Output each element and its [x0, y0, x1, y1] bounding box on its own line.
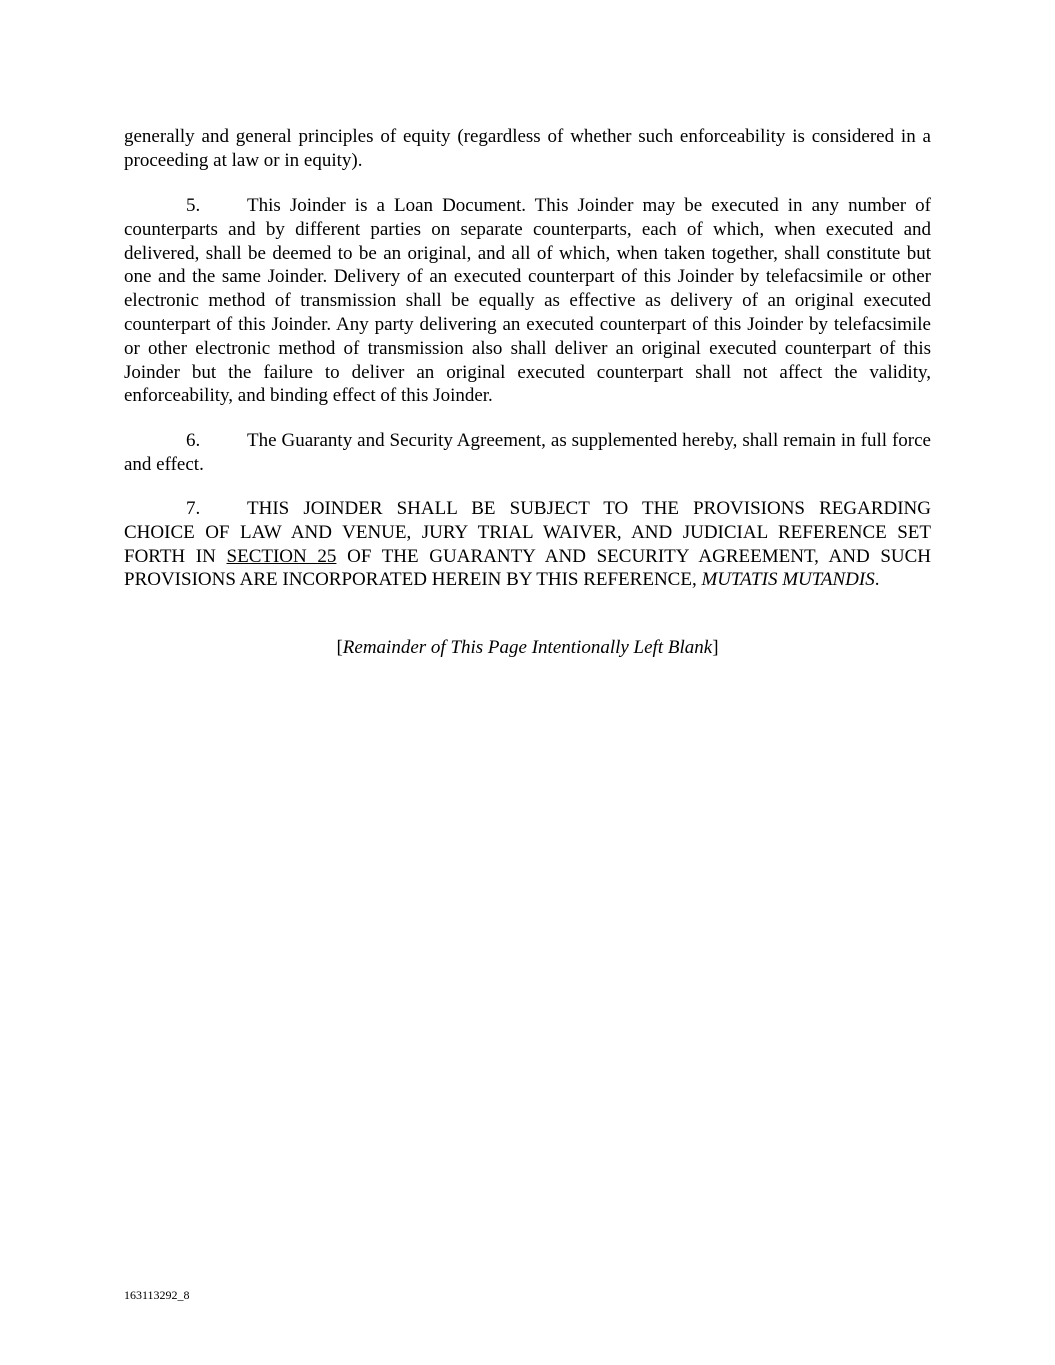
- remainder-open-bracket: [: [336, 637, 343, 658]
- paragraph-6-number: 6.: [186, 430, 201, 451]
- paragraph-6: [124, 429, 931, 477]
- remainder-close-bracket: ]: [712, 637, 719, 658]
- paragraph-7: [124, 497, 931, 592]
- section-reference: SECTION 25: [226, 545, 337, 567]
- paragraph-5: [124, 194, 931, 408]
- paragraph-7-number: 7.: [186, 498, 201, 519]
- paragraph-5-text: This Joinder is a Loan Document. This Joinder may be executed in any number of counterparts and by different parties on separate counterparts, each of which, when executed and delivered, shall be deemed to be an original, and all of which, when taken together, shall constitute but one and the same Joinder. Delivery of an executed counterpart of this Joinder by telefacsimile or other electronic method of transmission shall be equally as effective as delivery of an original executed counterpart of this Joinder. Any party delivering an executed counterpart of this Joinder by telefacsimile or other electronic method of transmission also shall deliver an original executed counterpart of this Joinder but the failure to deliver an original executed counterpart shall not affect the validity, enforceability, and binding effect of this Joinder.: [124, 195, 931, 407]
- paragraph-7-end: .: [874, 569, 880, 591]
- paragraph-continuation: generally and general principles of equity (regardless of whether such enforceability is considered in a proceeding at law or in equity).: [124, 126, 931, 171]
- paragraph-7-text-b: OF THE GUARANTY AND SECURITY AGREEMENT, AND SUCH PROVISIONS ARE INCORPORATED HEREIN BY THIS REFERENCE,: [124, 545, 932, 591]
- paragraph-6-text: The Guaranty and Security Agreement, as supplemented hereby, shall remain in full force and effect.: [124, 430, 931, 475]
- latin-phrase: MUTATIS MUTANDIS: [701, 569, 875, 591]
- document-footer-id: 163113292_8: [124, 1288, 190, 1302]
- paragraph-5-number: 5.: [186, 195, 201, 216]
- remainder-text: Remainder of This Page Intentionally Left Blank: [342, 637, 713, 658]
- remainder-note: [124, 636, 931, 660]
- paragraph-7-text-a: THIS JOINDER SHALL BE SUBJECT TO THE PROVISIONS REGARDING CHOICE OF LAW AND VENUE, JURY TRIAL WAIVER, AND JUDICIAL REFERENCE SET FORTH IN: [124, 498, 931, 567]
